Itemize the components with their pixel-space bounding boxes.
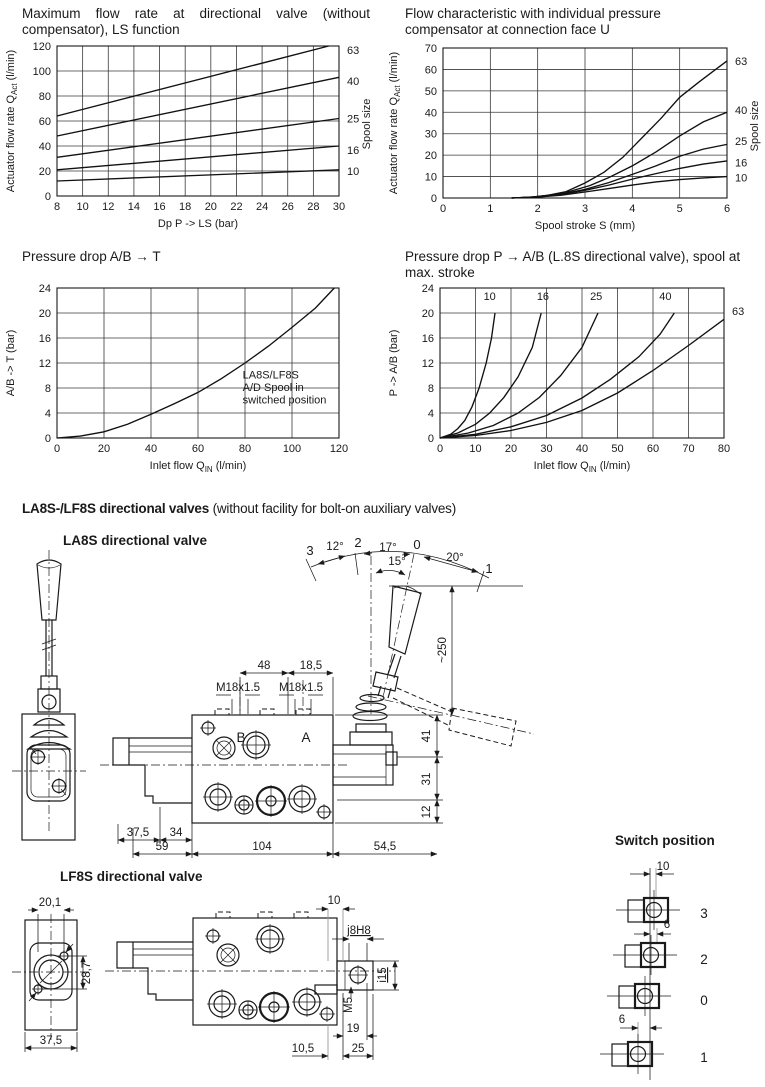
- chart-flow-ls-canvas: [0, 42, 383, 244]
- svg-text:20: 20: [204, 201, 217, 213]
- dim-label: 17°: [379, 542, 397, 554]
- svg-text:0: 0: [44, 191, 51, 203]
- dim-label: ~250: [437, 637, 449, 663]
- svg-text:70: 70: [424, 43, 437, 55]
- svg-text:0: 0: [44, 433, 51, 445]
- chart-pressure-drop-abt-canvas: [0, 284, 383, 486]
- svg-text:30: 30: [540, 443, 553, 455]
- svg-text:A/D Spool in: A/D Spool in: [242, 382, 304, 395]
- svg-text:0: 0: [439, 203, 447, 215]
- svg-text:100: 100: [32, 66, 51, 78]
- svg-text:Inlet flow QIN (l/min): Inlet flow $Q_{IN}$ (l/min): [533, 460, 631, 474]
- dim-label: 6: [618, 1014, 626, 1026]
- svg-text:16: 16: [153, 201, 166, 213]
- svg-text:10: 10: [469, 443, 482, 455]
- dim-label: 3: [306, 543, 314, 558]
- svg-text:4: 4: [427, 408, 434, 420]
- svg-text:8: 8: [53, 201, 61, 213]
- dim-label: B: [236, 730, 246, 745]
- switch-position-diagram: [600, 868, 680, 1080]
- svg-text:30: 30: [332, 201, 346, 213]
- section-heading-paren: (without facility for bolt-on auxiliary valves): [209, 501, 457, 516]
- svg-text:26: 26: [281, 201, 294, 213]
- svg-text:16: 16: [536, 290, 550, 303]
- dim-label: 10,5: [291, 1043, 315, 1055]
- svg-text:12: 12: [421, 358, 434, 370]
- dim-label: 6: [663, 919, 671, 931]
- svg-text:Actuator flow rate QAct (l/min: Actuator flow rate $Q_{Act}$ (l/min): [388, 51, 402, 195]
- dim-label: 104: [252, 841, 272, 853]
- svg-text:0: 0: [427, 433, 434, 445]
- svg-text:40: 40: [144, 443, 158, 455]
- dim-label: i15: [377, 967, 389, 983]
- svg-text:16: 16: [347, 144, 360, 157]
- svg-text:20: 20: [504, 443, 518, 455]
- dim-label: 3: [700, 906, 708, 921]
- svg-text:10: 10: [735, 172, 748, 185]
- dim-label: 37,5: [126, 827, 150, 839]
- svg-text:40: 40: [347, 76, 360, 88]
- svg-text:40: 40: [735, 105, 748, 118]
- dim-label: 37,5: [39, 1035, 63, 1047]
- svg-text:8: 8: [427, 383, 434, 395]
- valve-drawings-canvas: [0, 528, 765, 1087]
- svg-text:18: 18: [179, 201, 192, 213]
- svg-text:6: 6: [723, 203, 731, 215]
- svg-text:24: 24: [38, 283, 51, 295]
- svg-text:Actuator flow rate QAct (l/min: Actuator flow rate $Q_{Act}$ (l/min): [5, 49, 19, 193]
- dim-label: 10: [327, 895, 341, 907]
- dim-label: 2: [700, 952, 708, 967]
- svg-text:80: 80: [38, 91, 51, 103]
- dim-label: 25: [351, 1043, 365, 1055]
- dim-label: 34: [169, 827, 183, 839]
- svg-text:0: 0: [436, 443, 444, 455]
- svg-text:10: 10: [347, 166, 360, 178]
- svg-text:40: 40: [424, 107, 437, 120]
- svg-text:28: 28: [307, 201, 320, 213]
- svg-text:Dp P -> LS (bar): Dp P -> LS (bar): [157, 218, 239, 230]
- dim-label: 12: [421, 805, 433, 819]
- svg-text:22: 22: [230, 201, 243, 213]
- svg-text:Spool size: Spool size: [749, 100, 761, 152]
- svg-text:Spool size: Spool size: [361, 98, 373, 150]
- svg-text:2: 2: [534, 203, 541, 215]
- chart-flow-compensator-canvas: [383, 42, 765, 244]
- dim-label: 2: [354, 535, 362, 550]
- svg-text:100: 100: [282, 443, 302, 455]
- la8s-valve-label: LA8S directional valve: [63, 533, 208, 548]
- svg-text:Inlet flow QIN (l/min): Inlet flow $Q_{IN}$ (l/min): [149, 460, 247, 474]
- svg-text:80: 80: [717, 443, 731, 455]
- svg-text:4: 4: [629, 203, 636, 215]
- lf8s-end-view: [12, 910, 90, 1052]
- svg-text:80: 80: [238, 443, 252, 455]
- svg-text:25: 25: [590, 290, 603, 303]
- dim-label: M18x1.5: [278, 682, 324, 694]
- chart-flow-ls-title: Maximum flow rate at directional valve (without compensator), LS function: [22, 6, 370, 38]
- svg-text:120: 120: [32, 41, 51, 53]
- svg-text:0: 0: [53, 443, 61, 455]
- svg-text:60: 60: [424, 64, 437, 77]
- dim-label: 1: [485, 561, 493, 576]
- svg-text:4: 4: [44, 408, 51, 420]
- svg-text:60: 60: [191, 443, 205, 455]
- chart-flow-compensator-title: Flow characteristic with individual pressure compensator at connection face U: [405, 6, 661, 38]
- svg-text:A/B -> T (bar): A/B -> T (bar): [5, 329, 17, 397]
- svg-text:16: 16: [38, 333, 51, 345]
- svg-text:60: 60: [646, 443, 660, 455]
- svg-text:20: 20: [97, 443, 111, 455]
- svg-text:10: 10: [483, 290, 496, 303]
- svg-text:switched position: switched position: [242, 394, 327, 407]
- svg-text:40: 40: [38, 141, 51, 153]
- svg-text:P -> A/B (bar): P -> A/B (bar): [388, 329, 400, 397]
- dim-label: 15°: [388, 556, 406, 568]
- svg-text:20: 20: [424, 150, 437, 163]
- dim-label: M5: [343, 997, 355, 1013]
- dim-label: M18x1.5: [215, 682, 261, 694]
- dim-label: A: [301, 730, 311, 745]
- section-heading-main: LA8S-/LF8S directional valves: [22, 501, 210, 516]
- dim-label: 0: [413, 537, 421, 552]
- svg-text:50: 50: [611, 443, 624, 455]
- svg-text:40: 40: [659, 290, 672, 303]
- svg-text:12: 12: [102, 201, 115, 213]
- svg-text:20: 20: [421, 308, 434, 320]
- svg-text:10: 10: [424, 171, 437, 184]
- svg-text:LA8S/LF8S: LA8S/LF8S: [242, 369, 299, 382]
- dim-label: 19: [346, 1023, 360, 1035]
- svg-text:63: 63: [732, 306, 745, 319]
- svg-text:24: 24: [255, 201, 269, 213]
- dim-label: 20°: [446, 552, 464, 564]
- section-heading: [22, 501, 456, 516]
- svg-text:5: 5: [676, 203, 683, 215]
- dim-label: 18,5: [299, 660, 323, 672]
- svg-text:16: 16: [421, 333, 434, 345]
- chart-pressure-drop-pab-title: Pressure drop P → A/B (L.8S directional valve), spool at max. stroke: [405, 249, 741, 281]
- dim-label: 28,7: [81, 961, 93, 985]
- svg-text:3: 3: [581, 203, 589, 215]
- chart-pressure-drop-pab-canvas: [383, 284, 765, 486]
- dim-label: 20,1: [38, 897, 62, 909]
- svg-text:63: 63: [347, 44, 360, 57]
- chart-pressure-drop-abt-title: Pressure drop A/B → T: [22, 249, 161, 264]
- switch-position-label: Switch position: [615, 833, 715, 848]
- svg-text:30: 30: [424, 128, 437, 141]
- dim-label: 31: [421, 772, 433, 786]
- svg-text:Spool stroke S (mm): Spool stroke S (mm): [534, 220, 636, 232]
- svg-text:60: 60: [38, 116, 51, 128]
- svg-text:8: 8: [44, 383, 51, 395]
- la8s-side-view: [100, 551, 534, 858]
- svg-text:40: 40: [575, 443, 589, 455]
- svg-text:24: 24: [421, 283, 434, 295]
- dim-label: 1: [700, 1050, 708, 1065]
- la8s-front-view: [12, 550, 86, 840]
- svg-text:0: 0: [430, 193, 437, 205]
- dim-label: 59: [155, 841, 169, 853]
- svg-text:16: 16: [735, 157, 748, 170]
- svg-text:70: 70: [682, 443, 695, 455]
- dim-label: 41: [421, 729, 433, 743]
- dim-label: 48: [257, 660, 271, 672]
- dim-label: 54,5: [373, 841, 397, 853]
- svg-text:25: 25: [735, 136, 748, 149]
- svg-text:10: 10: [76, 201, 89, 213]
- svg-text:120: 120: [329, 443, 349, 455]
- dim-label: 12°: [326, 541, 344, 553]
- svg-text:12: 12: [38, 358, 51, 370]
- dim-label: j8H8: [347, 925, 371, 937]
- svg-text:25: 25: [347, 113, 360, 126]
- lf8s-valve-label: LF8S directional valve: [60, 869, 203, 884]
- dim-label: 10: [656, 861, 670, 873]
- svg-text:20: 20: [38, 308, 51, 320]
- svg-text:1: 1: [487, 203, 494, 215]
- svg-text:20: 20: [38, 166, 51, 178]
- svg-text:14: 14: [127, 201, 141, 213]
- svg-text:50: 50: [424, 85, 437, 98]
- svg-text:63: 63: [735, 55, 748, 68]
- dim-label: 0: [700, 993, 708, 1008]
